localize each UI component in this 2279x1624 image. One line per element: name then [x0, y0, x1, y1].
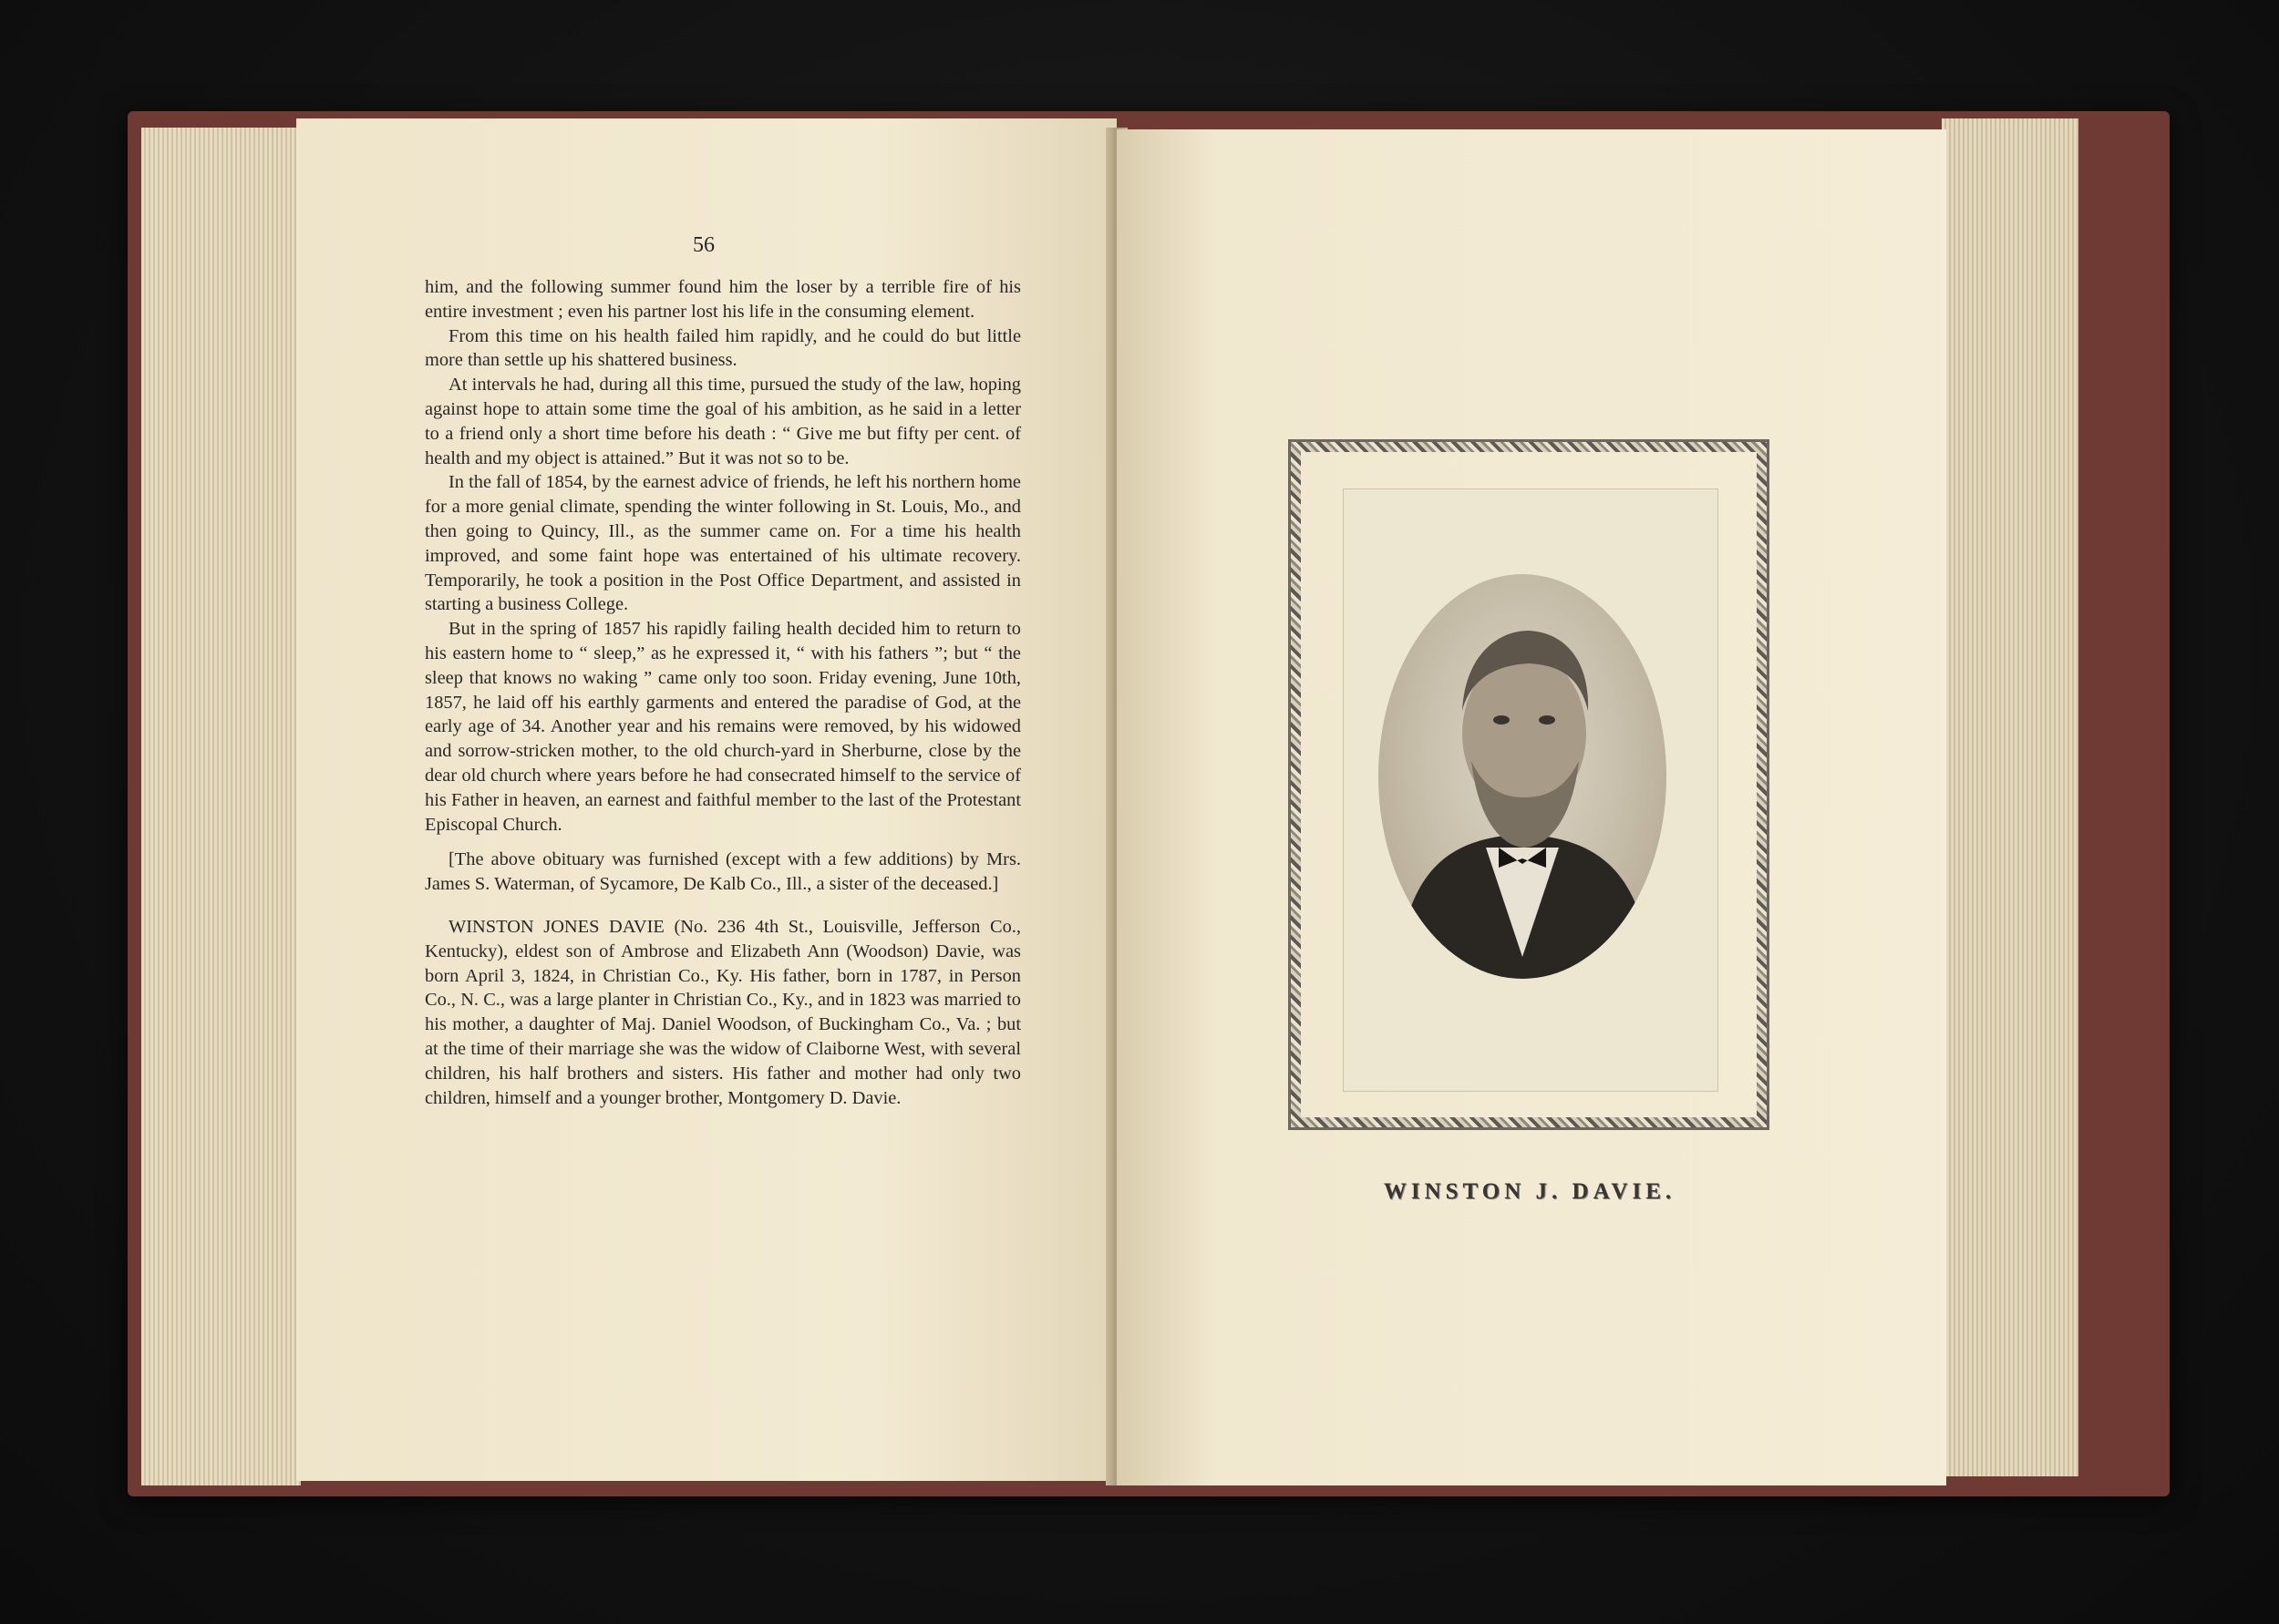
obituary-note: [The above obituary was furnished (except with a few additions) by Mrs. James S. Waterman, of Sycamore, De Kalb Co., Ill., a sister of the deceased.]: [425, 849, 1021, 895]
body-text: [425, 275, 1021, 1110]
right-page-edges: [1942, 118, 2078, 1476]
paragraph: From this time on his health failed him rapidly, and he could do but little more than settle up his shattered business.: [425, 325, 1021, 371]
right-eye: [1539, 715, 1555, 725]
paragraph: In the fall of 1854, by the earnest advice of friends, he left his northern home for a more genial climate, spending the winter following in St. Louis, Mo., and then going to Quincy, Ill., as the summer came on. For a time his health improved, and some faint hope was entertained of his ultimate recovery. Temporarily, he took a position in the Post Office Department, and assisted in starting a business College.: [425, 472, 1021, 615]
portrait-photo: [1378, 574, 1666, 979]
paragraph: But in the spring of 1857 his rapidly failing health decided him to return to his eastern home to “ sleep,” as he expressed it, “ with his fathers ”; but “ the sleep that knows no waking ” came only too soon. Friday evening, June 10th, 1857, he laid off his earthly garments and entered the paradise of God, at the early age of 34. Another year and his remains were removed, by his widowed and sorrow-stricken mother, to the old church-yard in Sherburne, close by the dear old church where years before he had consecrated himself to the service of his Father in heaven, an earnest and faithful member to the last of the Protestant Episcopal Church.: [425, 619, 1021, 835]
paragraph: At intervals he had, during all this time, pursued the study of the law, hoping against hope to attain some time the goal of his ambition, as he said in a letter to a friend only a short time before his death : “ Give me but fifty per cent. of health and my object is attained.” But it was not so to be.: [425, 375, 1021, 468]
left-page-edges: [141, 128, 301, 1485]
portrait-figure: [1378, 574, 1666, 979]
left-eye: [1493, 715, 1510, 725]
portrait-caption: WINSTON J. DAVIE.: [1383, 1179, 1676, 1204]
page-number: 56: [693, 233, 715, 257]
genealogy-entry: WINSTON JONES DAVIE (No. 236 4th St., Louisville, Jefferson Co., Kentucky), eldest son of Ambrose and Elizabeth Ann (Woodson) Davie, was born April 3, 1824, in Christian Co., Ky. His father, born in 1787, in Person Co., N. C., was a large planter in Christian Co., Ky., and in 1823 was married to his mother, a daughter of Maj. Daniel Woodson, of Buckingham Co., Va. ; but at the time of their marriage she was the widow of Claiborne West, with several children, his half brothers and sisters. His father and mother had only two children, himself and a younger brother, Montgomery D. Davie.: [425, 916, 1021, 1108]
paragraph: him, and the following summer found him the loser by a terrible fire of his entire investment ; even his partner lost his life in the consuming element.: [425, 277, 1021, 322]
